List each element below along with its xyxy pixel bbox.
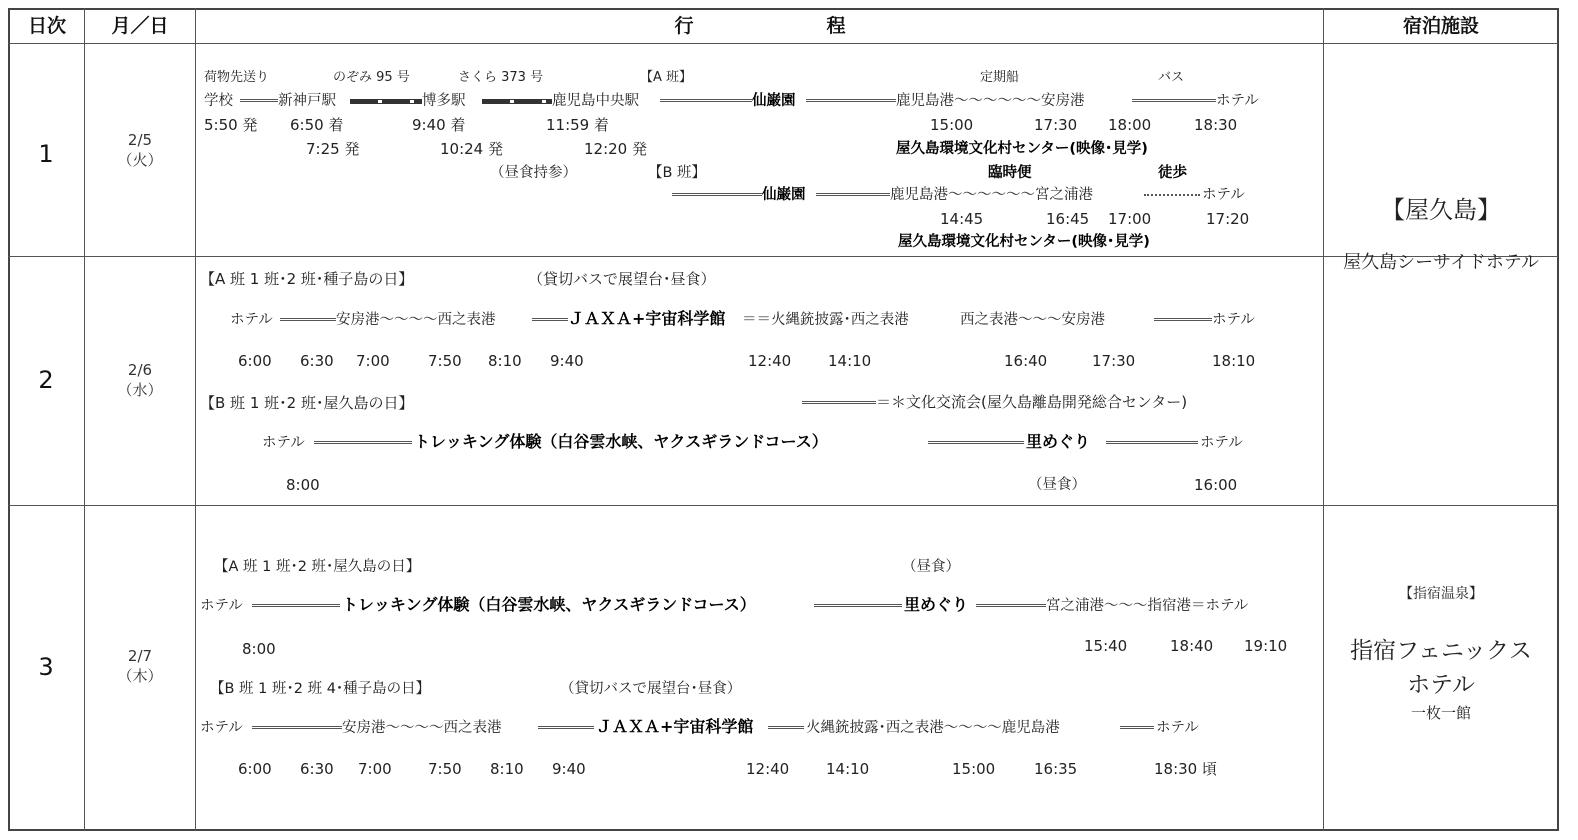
note-group-b: 【B 班】 (648, 165, 707, 181)
time: 8:10 (488, 352, 522, 370)
stop-hotel: ホテル (1202, 187, 1245, 203)
stop-hotel: ホテル (200, 598, 243, 614)
time: 6:50 着 (290, 116, 344, 134)
stop-hotel: ホテル (1200, 435, 1243, 451)
route-line (240, 99, 278, 102)
route-line (1132, 99, 1216, 102)
col-divider (1323, 8, 1324, 831)
row-divider (8, 505, 1558, 506)
time: 8:00 (242, 640, 276, 658)
stop-kagoshima-chuo: 鹿児島中央駅 (552, 93, 639, 109)
note-sakura: さくら 373 号 (458, 70, 544, 85)
ferry-route-b: 鹿児島港～～～～～～宮之浦港 (890, 187, 1093, 203)
row-divider (8, 43, 1558, 44)
route-line (806, 99, 896, 102)
note-walk: 徒歩 (1158, 165, 1187, 181)
visit-center-a: 屋久島環境文化村センター(映像･見学) (896, 141, 1148, 157)
route-line (532, 318, 568, 321)
group-b-note: （貸切バスで展望台･昼食） (560, 681, 742, 697)
time: 18:10 (1212, 352, 1256, 370)
header-lodging: 宿泊施設 (1402, 15, 1479, 37)
ferry-route: 安房港～～～～西之表港 (342, 720, 502, 736)
date-cell: 2/7 （木） (117, 647, 163, 685)
time: 18:30 頃 (1154, 760, 1217, 778)
note-lunch: （昼食） (902, 559, 960, 575)
time: 14:45 (940, 210, 984, 228)
time: 17:30 (1092, 352, 1136, 370)
stop-hotel: ホテル (230, 312, 273, 328)
note-ferry: 定期船 (980, 70, 1020, 85)
stop-satomeguri: 里めぐり (1026, 432, 1091, 451)
route-line (928, 441, 1024, 444)
route-line (538, 726, 594, 729)
time: 6:00 (238, 760, 272, 778)
time: 6:30 (300, 760, 334, 778)
time: 17:30 (1034, 116, 1078, 134)
route-line (660, 99, 752, 102)
route-line (252, 604, 340, 607)
ferry-route: 安房港～～～～西之表港 (336, 312, 496, 328)
stop-hotel: ホテル (262, 435, 305, 451)
col-divider (84, 8, 85, 831)
day-number: 2 (38, 366, 54, 394)
time: 17:20 (1206, 210, 1250, 228)
stop-senganen: 仙巌園 (762, 187, 806, 203)
route-line (1120, 726, 1154, 729)
time: 12:20 発 (584, 140, 647, 158)
note-bus: バス (1158, 70, 1185, 85)
lodging-ibusuki-note: 【指宿温泉】 (1399, 586, 1483, 602)
stop-gun-show: 火縄銃披露･西之表港～～～～鹿児島港 (806, 720, 1060, 736)
lodging-phoenix-line2: ホテル (1407, 672, 1475, 698)
stop-hotel: ホテル (1216, 93, 1259, 109)
time: 14:10 (828, 352, 872, 370)
lodging-phoenix-line1: 指宿フェニックス (1350, 638, 1532, 664)
time: 15:40 (1084, 637, 1128, 655)
time: 11:59 着 (546, 116, 609, 134)
stop-hakata: 博多駅 (422, 93, 466, 109)
lodging-yakushima-hotel: 屋久島シーサイドホテル (1343, 252, 1539, 273)
group-a-note: （貸切バスで展望台･昼食） (528, 270, 716, 288)
route-line (802, 401, 876, 404)
stop-school: 学校 (204, 93, 233, 109)
time: 15:00 (952, 760, 996, 778)
time: 9:40 着 (412, 116, 466, 134)
ferry-route: 宮之浦港～～～指宿港＝ホテル (1046, 598, 1249, 614)
lodging-annex: 一枚一館 (1410, 704, 1471, 722)
route-line (814, 604, 902, 607)
time: 9:40 (552, 760, 586, 778)
time: 9:40 (550, 352, 584, 370)
stop-gun-show: ＝＝火縄銃披露･西之表港 (742, 312, 909, 328)
stop-jaxa: ＪＡＸＡ+宇宙科学館 (568, 309, 726, 328)
route-line (976, 604, 1046, 607)
time: 15:00 (930, 116, 974, 134)
time: 16:45 (1046, 210, 1090, 228)
ferry-route-back: 西之表港～～～安房港 (960, 312, 1105, 328)
col-divider (195, 8, 196, 831)
time: 8:00 (286, 476, 320, 494)
time: 16:35 (1034, 760, 1078, 778)
time: 7:50 (428, 760, 462, 778)
time: 5:50 発 (204, 116, 258, 134)
time: 6:30 (300, 352, 334, 370)
note-lunch: （昼食） (1028, 477, 1086, 493)
note-nozomi: のぞみ 95 号 (333, 70, 410, 85)
date-cell: 2/6 （水） (117, 361, 163, 399)
time: 6:00 (238, 352, 272, 370)
time: 14:10 (826, 760, 870, 778)
time: 19:10 (1244, 637, 1288, 655)
stop-senganen: 仙巌園 (752, 93, 796, 109)
note-lunch: （昼食持参） (490, 165, 577, 181)
train-line (350, 99, 422, 104)
stop-jaxa: ＪＡＸＡ+宇宙科学館 (596, 717, 754, 736)
stop-hotel: ホテル (1156, 720, 1199, 736)
stop-shinkobe: 新神戸駅 (278, 93, 336, 109)
header-date: 月／日 (111, 15, 169, 37)
time: 16:00 (1194, 476, 1238, 494)
route-line (252, 726, 342, 729)
note-special-ferry: 臨時便 (988, 165, 1032, 181)
date-cell: 2/5 （火） (117, 131, 163, 169)
group-b-label: 【B 班 1 班･2 班･屋久島の日】 (200, 394, 414, 412)
time: 10:24 発 (440, 140, 503, 158)
route-line (1106, 441, 1198, 444)
time: 18:40 (1170, 637, 1214, 655)
group-a-label: 【A 班 1 班･2 班･種子島の日】 (200, 270, 414, 288)
culture-exchange: ＝＊文化交流会(屋久島離島開発総合センター) (876, 393, 1188, 411)
group-a-label: 【A 班 1 班･2 班･屋久島の日】 (214, 559, 421, 575)
ferry-route-a: 鹿児島港～～～～～～安房港 (896, 93, 1085, 109)
route-line (314, 441, 412, 444)
visit-center-b: 屋久島環境文化村センター(映像･見学) (898, 234, 1150, 250)
time: 7:50 (428, 352, 462, 370)
header-day: 日次 (27, 15, 66, 37)
day-number: 1 (38, 140, 54, 168)
route-line (672, 193, 762, 196)
stop-hotel: ホテル (200, 720, 243, 736)
route-line (1154, 318, 1212, 321)
time: 7:25 発 (306, 140, 360, 158)
walk-line (1144, 194, 1200, 196)
note-luggage: 荷物先送り (204, 70, 270, 85)
group-b-label: 【B 班 1 班･2 班 4･種子島の日】 (210, 681, 431, 697)
time: 12:40 (746, 760, 790, 778)
time: 8:10 (490, 760, 524, 778)
lodging-yakushima-heading: 【屋久島】 (1381, 196, 1501, 224)
time: 18:00 (1108, 116, 1152, 134)
stop-trekking: トレッキング体験（白谷雲水峡、ヤクスギランドコース） (414, 432, 828, 451)
time: 12:40 (748, 352, 792, 370)
time: 16:40 (1004, 352, 1048, 370)
route-line (816, 193, 890, 196)
train-line (482, 99, 552, 104)
note-group-a: 【A 班】 (640, 70, 693, 85)
day-number: 3 (38, 653, 54, 681)
time: 7:00 (358, 760, 392, 778)
time: 17:00 (1108, 210, 1152, 228)
header-itinerary: 行 程 (674, 15, 846, 37)
time: 18:30 (1194, 116, 1238, 134)
stop-satomeguri: 里めぐり (904, 595, 969, 614)
time: 7:00 (356, 352, 390, 370)
route-line (768, 726, 804, 729)
route-line (280, 318, 336, 321)
stop-hotel: ホテル (1212, 312, 1255, 328)
stop-trekking: トレッキング体験（白谷雲水峡、ヤクスギランドコース） (342, 595, 756, 614)
